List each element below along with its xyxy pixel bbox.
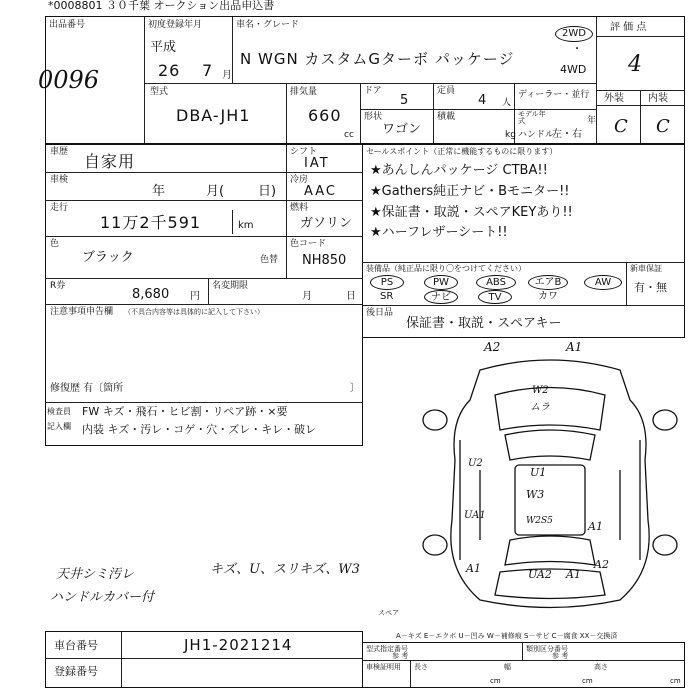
drive-2wd: 2WD bbox=[555, 26, 593, 42]
mark-w2: W2 bbox=[532, 385, 549, 396]
sales-point-2: ★Gathers純正ナビ・Bモニター!! bbox=[370, 184, 570, 199]
shift-value: IAT bbox=[304, 156, 330, 171]
title-change-day: 日 bbox=[346, 291, 356, 302]
color-change-label: 色替 bbox=[260, 255, 279, 265]
handle-value: 左・右 bbox=[552, 129, 582, 140]
mark-a1-left: A1 bbox=[466, 562, 481, 575]
drive-4wd: 4WD bbox=[560, 63, 587, 76]
note-scratches: キズ、U、スリキズ、W3 bbox=[210, 562, 360, 577]
interior-value: C bbox=[656, 116, 670, 137]
inspector-row-1: FW キズ・飛石・ヒビ割・リペア跡・×要 bbox=[82, 405, 288, 418]
equip-ps: PS bbox=[370, 275, 404, 290]
displacement-unit: cc bbox=[344, 130, 354, 140]
equip-navi: ナビ bbox=[424, 290, 458, 304]
inspector-label-1: 検査員 bbox=[47, 407, 71, 416]
color-value: ブラック bbox=[82, 250, 134, 265]
equip-tv: TV bbox=[478, 290, 512, 304]
reg-era: 平成 bbox=[150, 40, 177, 55]
mark-ua2: UA2 bbox=[528, 568, 552, 581]
equip-aw: AW bbox=[584, 275, 622, 290]
history-label: 車歴 bbox=[50, 147, 69, 157]
spare-label: スペア bbox=[378, 609, 399, 617]
capacity-value: 4 bbox=[478, 93, 487, 108]
dealer-label: ディーラー・並行 bbox=[518, 90, 590, 100]
lot-number: 0096 bbox=[38, 66, 100, 94]
body-value: ワゴン bbox=[382, 122, 422, 137]
note-handle: ハンドルカバー付 bbox=[50, 590, 155, 605]
rear-seat-label: 後日品 bbox=[366, 308, 394, 318]
sales-point-1: ★あんしんパッケージ CTBA!! bbox=[370, 163, 548, 178]
equip-pw: PW bbox=[424, 275, 458, 290]
equip-leather: カワ bbox=[538, 291, 558, 302]
repair-end: 〕 bbox=[350, 383, 360, 394]
recycle-unit: 円 bbox=[190, 291, 200, 302]
chassis-value: JH1-2021214 bbox=[184, 636, 293, 654]
notes-label: 注意事項申告欄 bbox=[50, 307, 114, 317]
height-label: 高さ bbox=[594, 663, 608, 671]
inspection-label: 車検 bbox=[50, 175, 69, 185]
car-name: N WGN カスタムGターボ パッケージ bbox=[240, 50, 515, 68]
equipment-label: 装備品（純正品に限り〇をつけてください） bbox=[366, 264, 526, 273]
mark-mura: ムラ bbox=[530, 402, 550, 413]
reg-month: 7 bbox=[202, 61, 214, 80]
color-code-label: 色コード bbox=[290, 239, 327, 249]
mark-w2s5: W2S5 bbox=[526, 516, 553, 526]
color-label: 色 bbox=[50, 239, 60, 249]
notes-sub: （不具合内容等は具体的に記入して下さい） bbox=[124, 308, 264, 316]
rear-seat-value: 保証書・取説・スペアキー bbox=[406, 316, 562, 331]
cooling-label: 冷房 bbox=[290, 175, 309, 185]
new-car-value: 有・無 bbox=[634, 281, 667, 294]
mark-ua1: UA1 bbox=[464, 510, 486, 521]
registration-label: 登録番号 bbox=[54, 665, 98, 678]
inspection-year: 年 bbox=[152, 184, 166, 199]
history-value: 自家用 bbox=[84, 152, 136, 171]
mark-u1: U1 bbox=[530, 466, 547, 479]
mark-a2-front: A2 bbox=[484, 340, 501, 354]
special-label: 型式指定番号 bbox=[366, 645, 408, 653]
model-label: 型式 bbox=[150, 87, 169, 97]
height-unit: cm bbox=[670, 677, 681, 685]
mark-u2: U2 bbox=[468, 458, 483, 469]
load-label: 積載 bbox=[437, 112, 456, 122]
width-unit: cm bbox=[582, 677, 593, 685]
doors-label: ドア bbox=[364, 86, 382, 96]
class-label: 類別区分番号 bbox=[526, 645, 568, 653]
drive-dot: ・ bbox=[572, 44, 582, 55]
class-ref: 参 考 bbox=[552, 652, 569, 660]
title-change-month: 月 bbox=[302, 291, 312, 302]
title-change-label: 名変期限 bbox=[212, 281, 249, 291]
mark-a1-right: A1 bbox=[588, 520, 603, 533]
length-unit: cm bbox=[490, 677, 501, 685]
displacement-value: 660 bbox=[308, 106, 342, 125]
doors-value: 5 bbox=[400, 93, 409, 108]
name-label: 車名・グレード bbox=[236, 20, 300, 30]
inspector-row-2: 内装 キズ・汚レ・コゲ・穴・ズレ・キレ・破レ bbox=[82, 423, 317, 436]
new-car-label: 新車保証 bbox=[630, 264, 662, 273]
color-code-value: NH850 bbox=[302, 253, 347, 268]
capacity-label: 定員 bbox=[437, 86, 456, 96]
model-year-unit: 年 bbox=[587, 116, 597, 126]
special-ref: 参 考 bbox=[392, 652, 409, 660]
shift-label: シフト bbox=[290, 147, 318, 157]
interior-label: 内装 bbox=[648, 93, 668, 104]
header-text: *0008801 ３０千葉 オークション出品申込書 bbox=[48, 0, 275, 12]
length-label: 長さ bbox=[414, 663, 428, 671]
recycle-value: 8,680 bbox=[132, 287, 170, 302]
displacement-label: 排気量 bbox=[290, 87, 318, 97]
repair-label: 修復歴 有〔箇所 bbox=[50, 383, 124, 394]
model-value: DBA-JH1 bbox=[176, 106, 251, 125]
body-label: 形状 bbox=[364, 112, 383, 122]
capacity-unit: 人 bbox=[502, 98, 512, 108]
sales-point-3: ★保証書・取説・スペアKEYあり!! bbox=[370, 205, 573, 220]
reg-month-unit: 月 bbox=[222, 70, 232, 81]
cert-label: 車検証明用 bbox=[366, 663, 401, 671]
equip-abs: ABS bbox=[476, 275, 516, 290]
inspector-label-2: 記入欄 bbox=[47, 422, 71, 431]
mark-a1-front: A1 bbox=[566, 340, 583, 354]
damage-legend: A－キズ E－エクボ U－凹み W－補修痕 S－サビ C－腐食 XX－交換済 bbox=[396, 632, 618, 640]
reg-label: 初度登録年月 bbox=[148, 20, 203, 30]
equip-airbag: エアB bbox=[528, 275, 568, 290]
handle-label: ハンドル bbox=[518, 130, 555, 140]
inspection-month: 月( bbox=[206, 184, 225, 199]
equip-sr: SR bbox=[380, 291, 394, 302]
mark-w3: W3 bbox=[526, 488, 545, 501]
chassis-label: 車台番号 bbox=[54, 639, 98, 652]
mark-a2-rear: A2 bbox=[594, 558, 609, 571]
grade-label: 評 価 点 bbox=[610, 22, 647, 33]
fuel-value: ガソリン bbox=[300, 216, 353, 231]
note-ceiling: 天井シミ汚レ bbox=[56, 567, 135, 582]
mileage-value: 11万2千591 bbox=[100, 213, 202, 232]
model-year-label: モデル年式 bbox=[518, 110, 546, 125]
exterior-value: C bbox=[614, 116, 628, 137]
load-unit: kg bbox=[505, 130, 516, 140]
mark-a1-rear: A1 bbox=[566, 568, 581, 581]
mileage-label: 走行 bbox=[50, 203, 69, 213]
recycle-label: R券 bbox=[50, 281, 66, 291]
mileage-unit: km bbox=[238, 220, 254, 231]
inspection-day: 日) bbox=[258, 184, 277, 199]
grade-value: 4 bbox=[628, 52, 642, 77]
fuel-label: 燃料 bbox=[290, 203, 309, 213]
sales-label: セールスポイント（正常に機能するものに限ります） bbox=[366, 147, 558, 156]
cooling-value: AAC bbox=[304, 184, 337, 199]
reg-year: 26 bbox=[158, 61, 181, 80]
width-label: 幅 bbox=[504, 663, 511, 671]
lot-label: 出品番号 bbox=[49, 20, 86, 30]
sales-point-4: ★ハーフレザーシート!! bbox=[370, 225, 508, 240]
exterior-label: 外装 bbox=[604, 93, 624, 104]
